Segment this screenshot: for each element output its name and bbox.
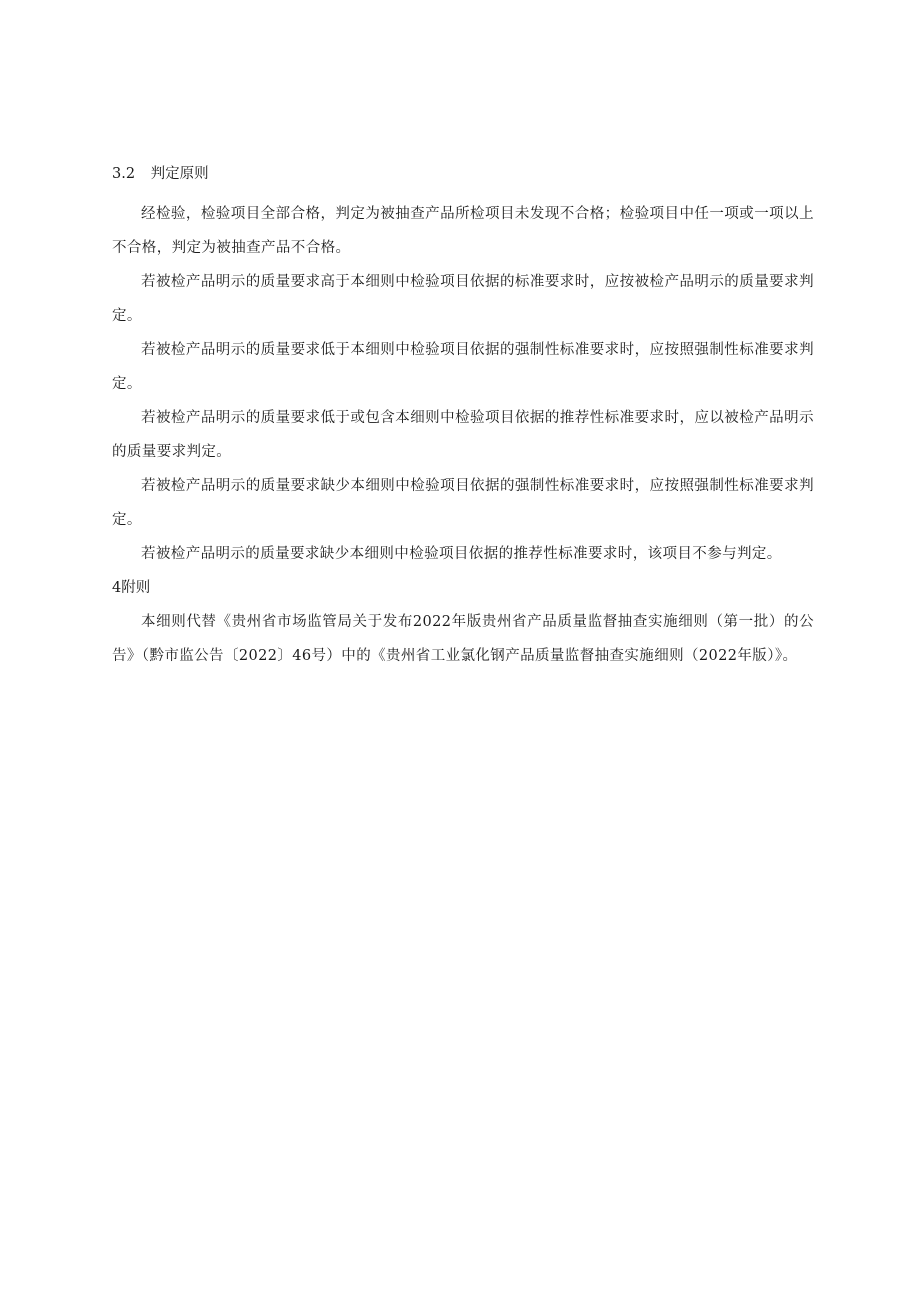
paragraph-supersedes: 本细则代替《贵州省市场监管局关于发布2022年版贵州省产品质量监督抽查实施细则（第一批）的公告》（黔市监公告〔2022〕46号）中的《贵州省工业氯化钢产品质量监督抽查实施细则（2022年版）》。 — [112, 614, 814, 664]
page-content — [112, 163, 814, 673]
paragraph-missing-mandatory: 若被检产品明示的质量要求缺少本细则中检验项目依据的强制性标准要求时，应按照强制性标准要求判定。 — [112, 478, 814, 528]
paragraph-lower-mandatory: 若被检产品明示的质量要求低于本细则中检验项目依据的强制性标准要求时，应按照强制性标准要求判定。 — [112, 342, 814, 392]
paragraph-conclusion: 经检验，检验项目全部合格，判定为被抽查产品所检项目未发现不合格；检验项目中任一项或一项以上不合格，判定为被抽查产品不合格。 — [112, 206, 814, 256]
paragraph-missing-recommended: 若被检产品明示的质量要求缺少本细则中检验项目依据的推荐性标准要求时，该项目不参与判定。 — [141, 546, 782, 562]
section-title: 判定原则 — [150, 166, 209, 182]
section-title: 4附则 — [112, 580, 151, 596]
section-number: 3.2 — [112, 166, 136, 182]
section-heading-3-2 — [112, 163, 814, 186]
paragraph-lower-recommended: 若被检产品明示的质量要求低于或包含本细则中检验项目依据的推荐性标准要求时，应以被检产品明示的质量要求判定。 — [112, 410, 814, 460]
paragraph-higher-requirement: 若被检产品明示的质量要求高于本细则中检验项目依据的标准要求时，应按被检产品明示的质量要求判定。 — [112, 274, 814, 324]
section-heading-4 — [112, 571, 814, 605]
